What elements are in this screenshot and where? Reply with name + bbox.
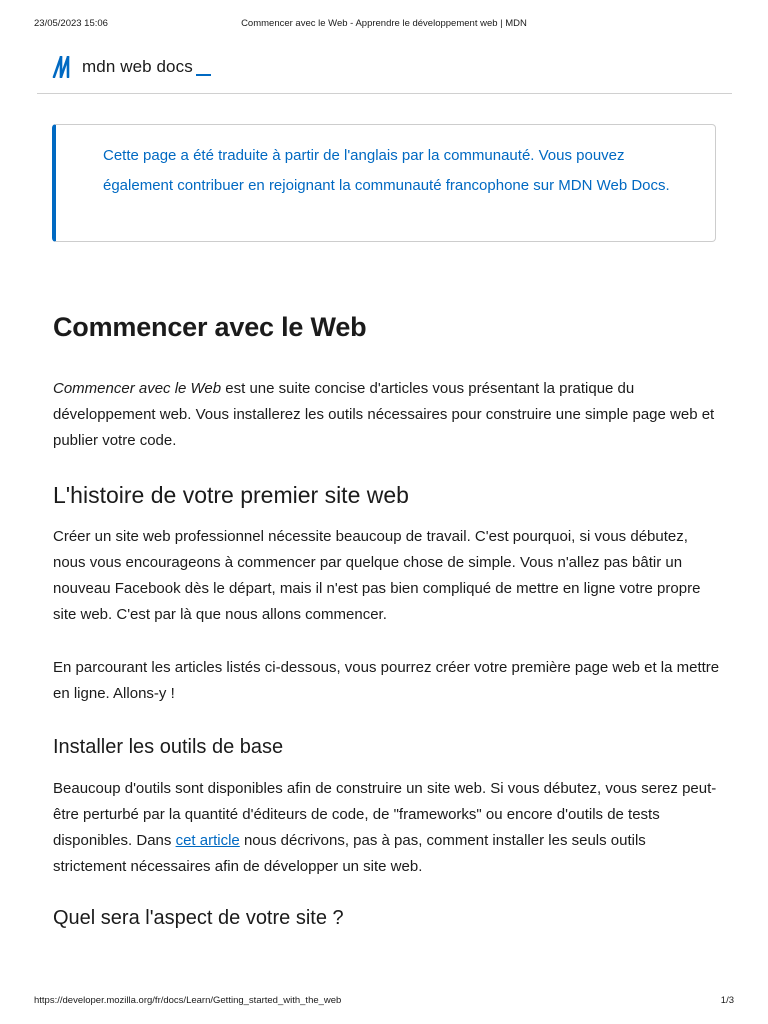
print-header <box>0 18 768 30</box>
notice-text: Cette page a été traduite à partir de l'anglais par la communauté. Vous pouvez également contribuer en rejoignant la communauté francophone sur MDN Web Docs. <box>103 147 670 194</box>
cet-article-link[interactable]: cet article <box>175 832 240 849</box>
section1-paragraph-1: Créer un site web professionnel nécessite beaucoup de travail. C'est pourquoi, si vous débutez, nous vous encourageons à commencer par quelque chose de simple. Vous n'allez pas bâtir un nouveau Facebook dès le départ, mais il n'est pas bien compliqué de mettre en ligne votre propre site web. C'est par là que nous allons commencer. <box>53 528 701 623</box>
print-url: https://developer.mozilla.org/fr/docs/Learn/Getting_started_with_the_web <box>34 995 342 1006</box>
section2-text-before: Beaucoup d'outils sont disponibles afin de construire un site web. Si vous débutez, vous serez peut-être perturbé par la quantité d'éditeurs de code, de "frameworks" ou encore d'outils de tests disponibles. Dans <box>53 780 717 849</box>
mdn-logo[interactable] <box>52 54 211 80</box>
section2-text-after: nous décrivons, pas à pas, comment installer les seuls outils strictement nécessaires afin de développer un site web. <box>53 832 646 875</box>
intro-paragraph <box>53 376 723 454</box>
intro-emphasis: Commencer avec le Web <box>53 380 222 397</box>
cursor-underscore-icon <box>196 74 211 76</box>
section-heading-first-site: L'histoire de votre premier site web <box>53 482 409 508</box>
page-title: Commencer avec le Web <box>53 312 367 342</box>
print-page-number: 1/3 <box>720 995 734 1006</box>
print-date: 23/05/2023 15:06 <box>34 18 108 29</box>
section-heading-install-tools: Installer les outils de base <box>53 736 284 758</box>
section1-paragraph-2: En parcourant les articles listés ci-dessous, vous pourrez créer votre première page web et la mettre en ligne. Allons-y ! <box>53 659 720 702</box>
section-heading-site-look: Quel sera l'aspect de votre site ? <box>53 907 344 929</box>
mdn-m-icon <box>52 56 76 78</box>
print-footer <box>0 995 768 1007</box>
brand-name: mdn web docs <box>82 57 193 76</box>
header-divider <box>37 93 732 94</box>
section2-paragraph <box>53 776 723 880</box>
intro-text: est une suite concise d'articles vous présentant la pratique du développement web. Vous installerez les outils nécessaires pour construire une simple page web et publier votre code. <box>53 380 715 449</box>
translation-notice <box>52 124 716 242</box>
print-page-title: Commencer avec le Web - Apprendre le développement web | MDN <box>241 18 527 29</box>
